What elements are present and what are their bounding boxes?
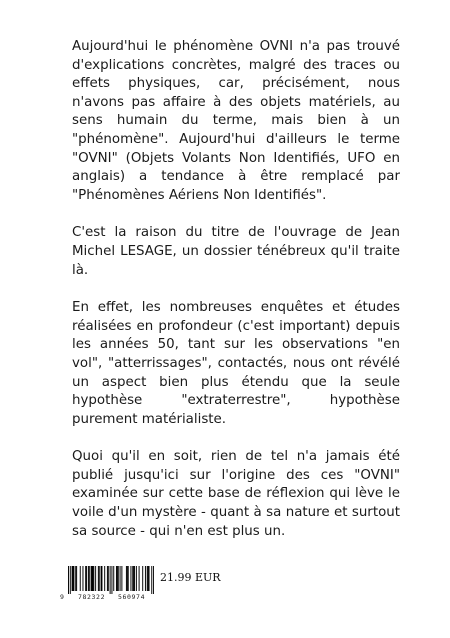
- barcode-bars: [68, 566, 154, 594]
- barcode-bar: [92, 566, 93, 591]
- barcode-bar: [108, 566, 109, 591]
- barcode-bar: [101, 566, 102, 591]
- barcode-bar: [73, 566, 74, 591]
- barcode-bar: [118, 566, 119, 591]
- blurb-paragraph-2: C'est la raison du titre de l'ouvrage de Jean Michel LESAGE, un dossier ténébreux qu'il traite là.: [72, 225, 400, 278]
- barcode-bar: [85, 566, 86, 591]
- barcode-bar: [86, 566, 87, 591]
- barcode-bar: [104, 566, 105, 591]
- barcode-bar: [117, 566, 118, 591]
- barcode-bar: [76, 566, 77, 591]
- blurb-paragraph-4: Quoi qu'il en soit, rien de tel n'a jamais été publié jusqu'ici sur l'origine des ces "OVNI" examinée sur cette base de réflexion qui lève le voile d'un mystère - quant à sa nature et surtout sa source - qui n'en est plus un.: [72, 449, 400, 539]
- barcode-bar: [110, 566, 111, 594]
- barcode-bar: [101, 566, 102, 591]
- barcode-bar: [134, 566, 135, 591]
- barcode-bar: [149, 566, 150, 591]
- barcode-bar: [99, 566, 100, 591]
- barcode-bar: [70, 566, 71, 594]
- barcode-bar: [107, 566, 108, 591]
- barcode-bar: [92, 566, 93, 591]
- barcode-first-digit: 9: [60, 593, 64, 601]
- barcode-bar: [130, 566, 131, 591]
- barcode-bar: [111, 566, 112, 594]
- barcode-bar: [91, 566, 92, 591]
- barcode-bar: [82, 566, 83, 591]
- blurb-text: [72, 38, 400, 541]
- barcode-bar: [68, 566, 69, 594]
- barcode-bar: [145, 566, 146, 591]
- barcode-digits: [60, 593, 160, 603]
- barcode-bar: [95, 566, 96, 591]
- blurb-paragraph-3: En effet, les nombreuses enquêtes et études réalisées en profondeur (c'est important) depuis les années 50, tant sur les observations "en vol", "atterrissages", contactés, nous ont révélé un aspect bien plus étendu que la seule hypothèse "extraterrestre", hypothèse purement matérialiste.: [72, 300, 400, 427]
- barcode-bar: [88, 566, 89, 591]
- barcode-bar: [127, 566, 128, 591]
- barcode-bar: [72, 566, 73, 591]
- barcode-bar: [73, 566, 74, 591]
- barcode-bar: [93, 566, 94, 591]
- barcode-bar: [151, 566, 152, 594]
- barcode-bar: [116, 566, 117, 591]
- barcode-bar: [142, 566, 143, 591]
- barcode-bar: [136, 566, 137, 591]
- barcode-bar: [120, 566, 121, 591]
- barcode-bar: [132, 566, 133, 591]
- barcode-bar: [121, 566, 122, 591]
- barcode-bar: [89, 566, 90, 591]
- barcode-bar: [126, 566, 127, 591]
- barcode-bar: [148, 566, 149, 591]
- barcode-bar: [98, 566, 99, 591]
- blurb-paragraph-1: Aujourd'hui le phénomène OVNI n'a pas trouvé d'explications concrètes, malgré des traces ou effets physiques, car, précisément, nous n'avons pas affaire à des objets matériels, au sens humain du terme, mais bien à un "phénomène". Aujourd'hui d'ailleurs le terme "OVNI" (Objets Volants Non Identifiés, UFO en anglais) a tendance à être remplacé par "Phénomènes Aériens Non Identifiés".: [72, 39, 400, 203]
- barcode-bar: [75, 566, 76, 591]
- barcode-bar: [128, 566, 129, 591]
- barcode-bar: [153, 566, 154, 594]
- isbn-barcode: [60, 566, 160, 606]
- price-label: 21.99 EUR: [160, 571, 221, 584]
- barcode-bar: [113, 566, 114, 591]
- barcode-bar: [80, 566, 81, 591]
- barcode-right-digits: 560974: [118, 593, 146, 601]
- barcode-bar: [147, 566, 148, 591]
- barcode-bar: [133, 566, 134, 591]
- barcode-bar: [139, 566, 140, 591]
- barcode-left-digits: 782322: [78, 593, 106, 601]
